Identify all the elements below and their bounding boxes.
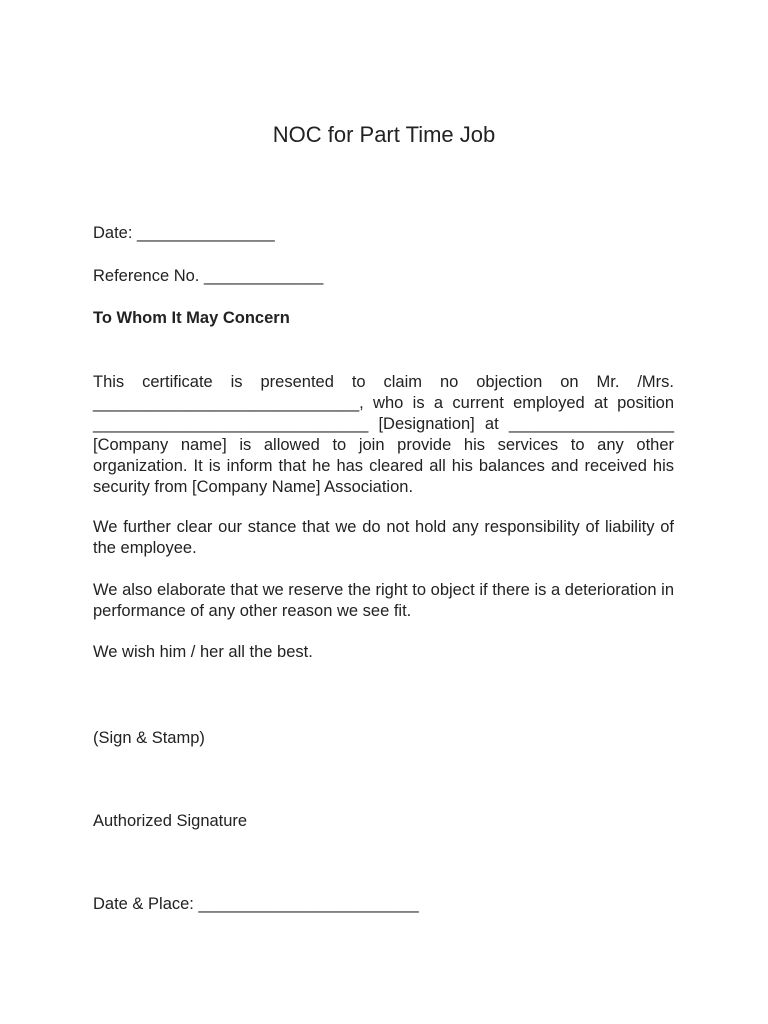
authorized-signature-label: Authorized Signature <box>93 812 248 830</box>
sign-stamp-label: (Sign & Stamp) <box>93 729 205 747</box>
body-paragraph-certificate: This certificate is presented to claim no objection on Mr. /Mrs. _____________________________, who is a current employed at position ______________________________ [Designation] at __________________ [Company name] is allowed to join provide his services to any other organization. It is inform that he has cleared all his balances and received his security from [Company Name] Association. <box>93 373 674 496</box>
body-paragraph-reserve-right: We also elaborate that we reserve the right to object if there is a deterioration in performance of any other reason we see fit. <box>93 581 674 620</box>
salutation: To Whom It May Concern <box>93 309 290 327</box>
date-line: Date: _______________ <box>93 224 275 242</box>
body-paragraph-liability: We further clear our stance that we do not hold any responsibility of liability of the employee. <box>93 518 674 557</box>
date-place-line: Date & Place: ________________________ <box>93 895 419 913</box>
body-paragraph-wishes: We wish him / her all the best. <box>93 643 313 661</box>
reference-line: Reference No. _____________ <box>93 267 324 285</box>
document-title: NOC for Part Time Job <box>272 122 496 147</box>
